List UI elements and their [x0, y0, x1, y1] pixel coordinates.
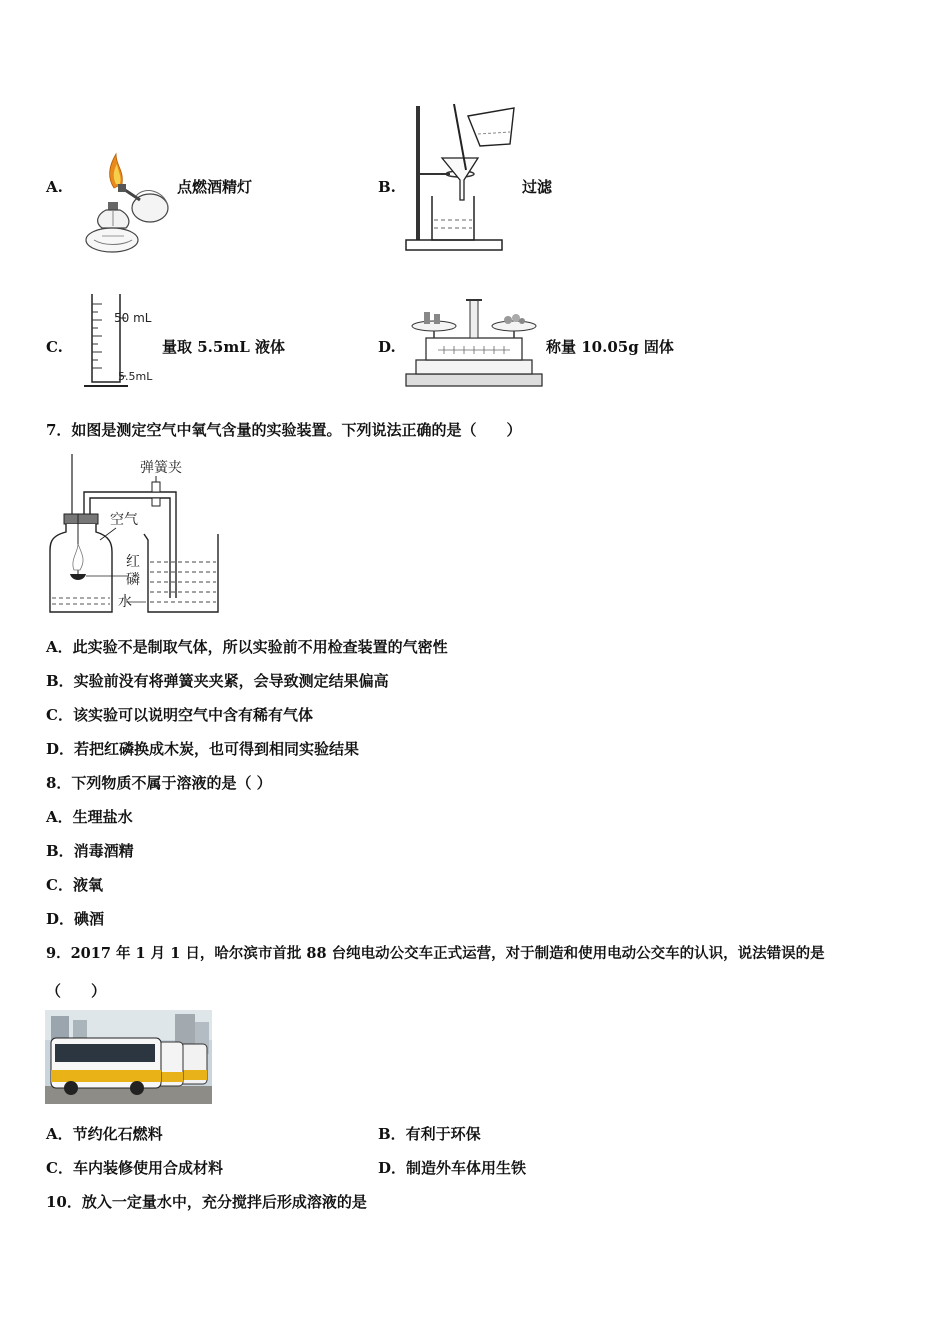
q9-option-d: D．制造外车体用生铁: [378, 1159, 527, 1177]
q7-option-a: A．此实验不是制取气体，所以实验前不用检查装置的气密性: [46, 638, 448, 656]
label-air: 空气: [110, 512, 138, 528]
balance-figure: [404, 294, 544, 389]
filtration-figure: [402, 100, 522, 255]
q6-option-a-letter: A.: [46, 178, 63, 196]
oxygen-experiment-figure: [44, 452, 224, 618]
q9-stem: 9．2017 年 1 月 1 日，哈尔滨市首批 88 台纯电动公交车正式运营，对于制造和使用电动公交车的认识，说法错误的是: [46, 945, 825, 962]
q7-option-b: B．实验前没有将弹簧夹夹紧，会导致测定结果偏高: [46, 672, 389, 690]
q9-option-b: B．有利于环保: [378, 1125, 481, 1143]
q8-option-c: C．液氧: [46, 876, 103, 894]
q8-option-a: A．生理盐水: [46, 808, 133, 826]
q7-option-d: D．若把红磷换成木炭，也可得到相同实验结果: [46, 740, 360, 758]
q9-option-c: C．车内装修使用合成材料: [46, 1159, 223, 1177]
q6-option-b-caption: 过滤: [522, 178, 553, 196]
alcohol-lamp-figure: [80, 150, 175, 258]
q6-option-a-caption: 点燃酒精灯: [177, 178, 253, 196]
q6-option-b-letter: B.: [378, 178, 396, 196]
q7-stem: 7．如图是测定空气中氧气含量的实验装置。下列说法正确的是（ ）: [46, 421, 522, 439]
cylinder-top-label: 50 mL: [114, 311, 152, 325]
q6-option-c-letter: C.: [46, 338, 63, 356]
q6-option-d-caption: 称量 10.05g 固体: [546, 338, 674, 356]
cylinder-bottom-label: 5.5mL: [118, 370, 153, 383]
label-spring-clip: 弹簧夹: [140, 460, 182, 476]
q10-stem: 10．放入一定量水中，充分搅拌后形成溶液的是: [46, 1193, 367, 1211]
label-phosphorus: 磷: [126, 572, 140, 588]
q6-option-c-caption: 量取 5.5mL 液体: [162, 338, 285, 356]
label-water: 水: [118, 594, 132, 610]
q9-paren: （ ）: [46, 982, 107, 1000]
q8-option-b: B．消毒酒精: [46, 842, 134, 860]
label-red: 红: [126, 554, 140, 570]
q6-option-d-letter: D.: [378, 338, 396, 356]
q7-option-c: C．该实验可以说明空气中含有稀有气体: [46, 706, 313, 724]
q9-option-a: A．节约化石燃料: [46, 1125, 163, 1143]
graduated-cylinder-figure: [80, 290, 160, 390]
q8-stem: 8．下列物质不属于溶液的是（ ）: [46, 774, 272, 792]
q8-option-d: D．碘酒: [46, 910, 105, 928]
electric-bus-photo: [45, 1010, 212, 1104]
